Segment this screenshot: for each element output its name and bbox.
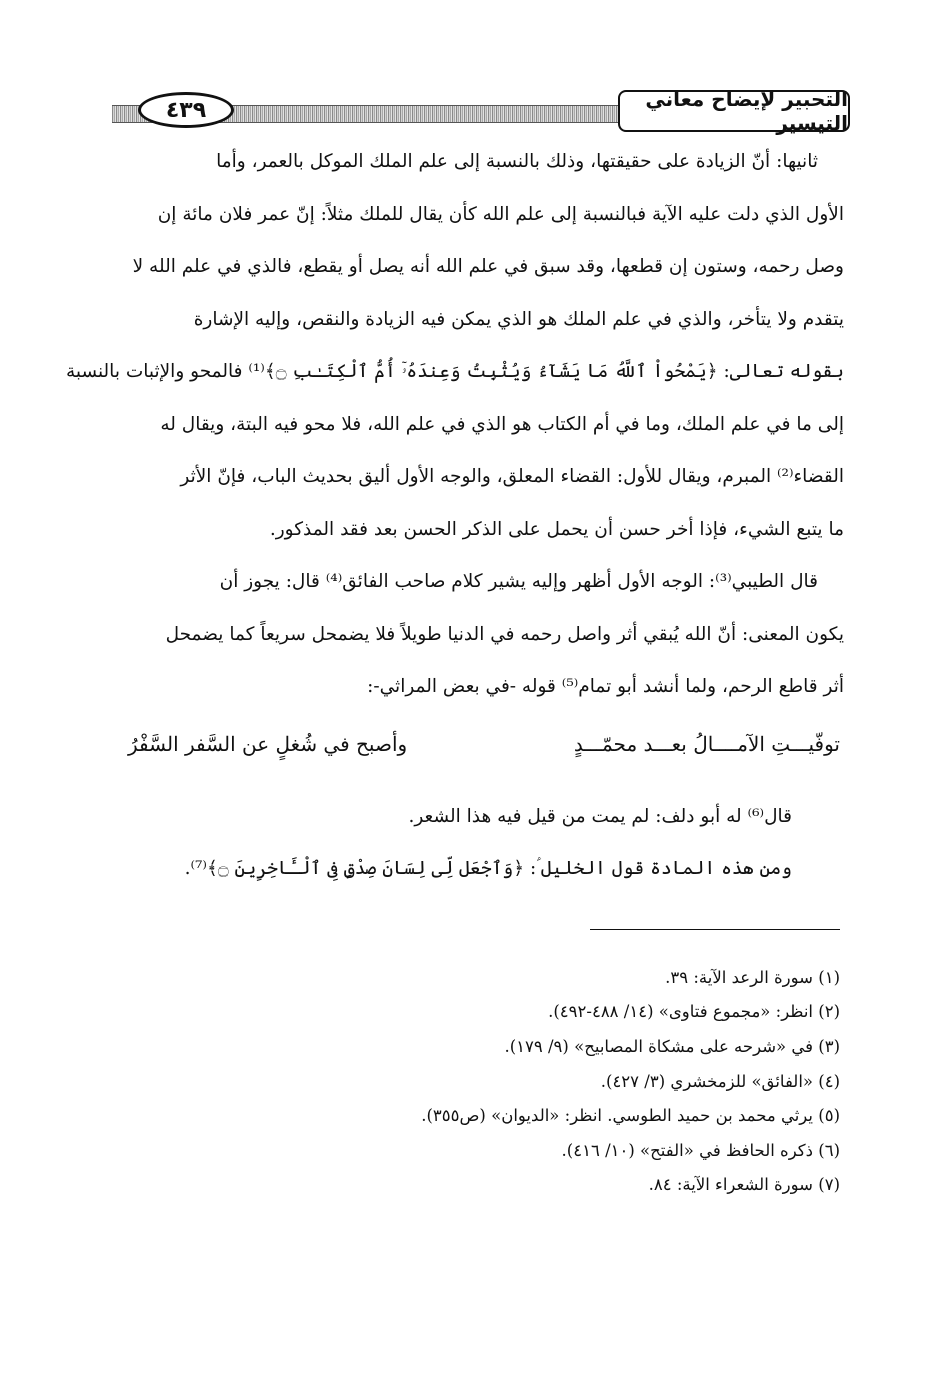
text-line: بقوله تعالى: ﴿يَمْحُواْ ٱللَّهُ مَا يَشَآءُ وَيُثْبِتُ وَعِندَهُۥٓ أُمُّ ٱلْكِتَـٰبِ ۝﴾⁽¹⁾ فالمحو والإثبات بالنسبة [65,361,844,382]
footnote: (٣) في «شرحه على مشكاة المصابيح» (٩/ ١٧٩). [504,1036,840,1056]
text-line: يتقدم ولا يتأخر، والذي في علم الملك هو الذي يمكن فيه الزيادة والنقص، وإليه الإشارة [193,308,844,330]
footnote: (١) سورة الرعد الآية: ٣٩. [665,967,840,987]
footnote: (٧) سورة الشعراء الآية: ٨٤. [648,1175,840,1195]
text-line: يكون المعنى: أنّ الله يُبقي أثر واصل رحمه في الدنيا طويلاً فلا يضمحل سريعاً كما يضمحل [165,623,844,645]
text-line: الأول الذي دلت عليه الآية فبالنسبة إلى علم الله كأن يقال للملك مثلاً: إنّ عمر فلان مائة إن [157,203,844,225]
page-header [112,88,850,134]
text-line: ثانيها: أنّ الزيادة على حقيقتها، وذلك بالنسبة إلى علم الملك الموكل بالعمر، وأما [216,151,818,172]
text-line: ومن هذه المادة قول الخليل ؑ: ﴿وَٱجْعَل لِّى لِسَانَ صِدْقٍ فِى ٱلْـَٔاخِرِينَ ۝﴾⁽⁷⁾. [184,857,792,879]
post-poem-text [100,790,820,894]
text-line: قال⁽⁶⁾ له أبو دلف: لم يمت من قيل فيه هذا الشعر. [408,805,792,827]
poem-first-hemistich: توفّيـــتِ الآمــــالُ بعـــد محمّـــدٍ [573,732,840,756]
poem-verse [128,718,840,770]
text-line: ما يتبع الشيء، فإذا أخر حسن أن يحمل على الذكر الحسن بعد فقد المذكور. [269,518,844,540]
main-text [65,136,844,714]
footnote: (٥) يرثي محمد بن حميد الطوسي. انظر: «الديوان» (ص٣٥٥). [421,1106,840,1126]
footnote: (٦) ذكره الحافظ في «الفتح» (١٠/ ٤١٦). [561,1140,840,1160]
text-line: إلى ما في علم الملك، وما في أم الكتاب هو الذي في علم الله، فلا محو فيه البتة، ويقال له [160,413,844,435]
text-line: قال الطيبي⁽³⁾: الوجه الأول أظهر وإليه يشير كلام صاحب الفائق⁽⁴⁾ قال: يجوز أن [219,571,818,592]
poem-second-hemistich: وأصبح في شُغلٍ عن السَّفر السَّفْرُ [128,732,408,756]
text-line: القضاء⁽²⁾ المبرم، ويقال للأول: القضاء المعلق، والوجه الأول أليق بحديث الباب، فإنّ الأثر [180,466,844,487]
book-title: التحبير لإيضاح معاني التيسير [618,90,850,132]
footnote-separator [590,929,840,930]
page-number: ٤٣٩ [138,92,234,128]
text-line: وصل رحمه، وستون إن قطعها، وقد سبق في علم الله أنه يصل أو يقطع، فالذي في علم الله لا [132,256,844,277]
footnote: (٢) انظر: «مجموع فتاوى» (١٤/ ٤٨٨-٤٩٢). [548,1002,840,1022]
text-line: أثر قاطع الرحم، ولما أنشد أبو تمام⁽⁵⁾ قوله -في بعض المراثي-: [367,676,844,697]
footnotes [300,960,840,1202]
footnote: (٤) «الفائق» للزمخشري (٣/ ٤٢٧). [600,1071,840,1091]
